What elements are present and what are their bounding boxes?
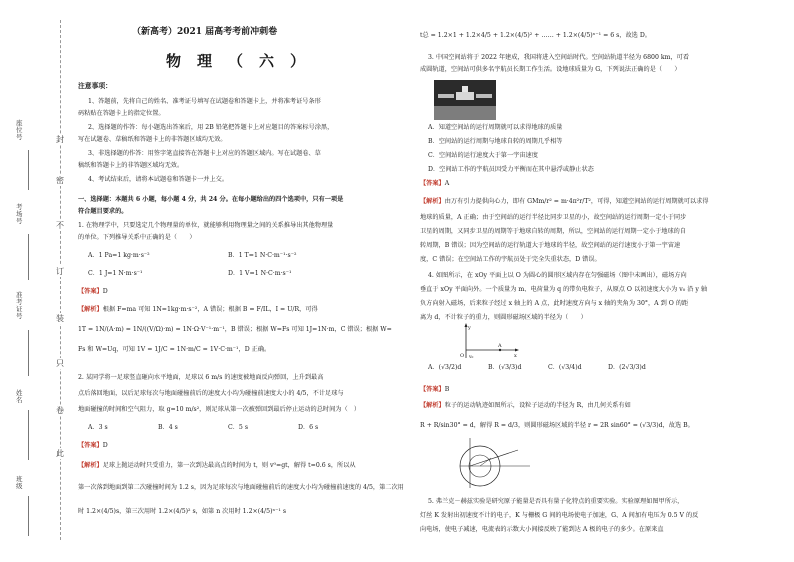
q1-stem: 1. 在物理学中，只要选定几个物理量的单位，就能够利用物理量之间的关系推导出其他物理量 xyxy=(78,222,334,229)
q2-option-b: B．4 s xyxy=(158,424,178,431)
answer-value: A xyxy=(444,180,450,187)
q3-option-c: C．空间站的运行速度大于第一宇宙速度 xyxy=(428,152,538,159)
admission-number-label: 准考证号 xyxy=(16,291,23,320)
note-line: 写在试题卷、草稿纸和答题卡上的非答题区域均无效。 xyxy=(78,136,227,143)
explanation-tag: 【解析】 xyxy=(420,198,445,205)
q4-explanation xyxy=(420,402,631,410)
q1-explanation-line: 1T = 1N/(A·m) = 1N/((V/Ω)·m) = 1N·Ω·V⁻¹·m⁻¹，B 错误；根据 W=Fs 可知 1J=1N·m，C 错误；根据 W= xyxy=(78,326,392,333)
q2-sum-formula: t总 = 1.2×1 + 1.2×4/5 + 1.2×(4/5)² + …… + 1.2×(4/5)ⁿ⁻¹ = 6 s，故选 D。 xyxy=(420,32,651,39)
binding-char: 密 xyxy=(56,176,64,185)
binding-char: 卷 xyxy=(56,406,64,415)
q2-answer xyxy=(78,442,108,450)
q4-stem: 4. 如图所示，在 xOy 平面上以 O 为圆心的圆形区域内存在匀强磁场（图中未画出），磁场方向 xyxy=(428,272,687,279)
subject-heading: 物理（六） xyxy=(166,52,322,70)
q3-explanation-line: 转周期，B 错误；因为空间站的运行轨道大于地球的半径，故空间站的运行速度小于第一宇宙速 xyxy=(420,242,681,249)
fig-x-label: x xyxy=(514,353,517,359)
q2-option-a: A．3 s xyxy=(88,424,108,431)
q1-explanation-line: Fs 和 W=Uq，可知 1V = 1J/C = 1N·m/C = 1V·C·m⁻¹，D 正确。 xyxy=(78,346,271,353)
q5-stem: 灯丝 K 发射出初速度不计的电子，K 与栅极 G 间的电场使电子加速，G、A 间加有电压为 0.5 V 的反 xyxy=(420,512,699,519)
answer-value: D xyxy=(102,288,108,295)
note-line: 3、非选择题的作答：用签字笔直接答在答题卡上对应的答题区域内。写在试题卷、草 xyxy=(88,150,321,157)
q1-option-c: C．1 J=1 N·m·s⁻¹ xyxy=(88,270,143,277)
answer-value: D xyxy=(102,442,108,449)
exam-title: （新高考）2021 届高考考前冲刺卷 xyxy=(132,27,278,37)
answer-value: B xyxy=(444,386,450,393)
q4-option-c: C．(√3/4)d xyxy=(548,364,582,371)
q4-explanation-line: R + R/sin30° = d，解得 R = d/3，则圆形磁场区域的半径 r = 2R sin60° = (√3/3)d，故选 B。 xyxy=(420,422,694,429)
q3-option-b: B．空间站的运行周期与地球自转的周期几乎相等 xyxy=(428,138,563,145)
name-field[interactable] xyxy=(28,410,29,460)
binding-char: 不 xyxy=(56,221,64,230)
section-heading: 一、选择题：本题共 6 小题，每小题 4 分，共 24 分。在每小题给出的四个选项中，只有一项是 xyxy=(78,196,344,203)
fig-v0-label: v₀ xyxy=(469,355,474,360)
q4-stem: 垂直于 xOy 平面向外。一个质量为 m、电荷量为 q 的带负电粒子，从原点 O 以初速度大小为 v₀ 沿 y 轴 xyxy=(420,286,708,293)
binding-char: 订 xyxy=(56,267,64,276)
q4-option-a: A．(√3/2)d xyxy=(428,364,462,371)
q4-option-d: D．(2√3/3)d xyxy=(608,364,646,371)
q3-explanation-line: 度，C 错误；在空间站工作的宇航员处于完全失重状态，D 错误。 xyxy=(420,256,601,263)
q1-option-d: D．1 V=1 N·C·m·s⁻¹ xyxy=(228,270,292,277)
explanation-text: 粒子的运动轨迹如图所示，设粒子运动的半径为 R，由几何关系有如 xyxy=(444,402,631,409)
space-station-photo xyxy=(434,80,496,120)
fig-point-a-label: A xyxy=(498,343,502,349)
q2-explanation-line: 第一次落到地面到第二次碰撞时间为 1.2 s，因为足球每次与地面碰撞前后的速度大小均为碰撞前速度的 4/5，第二次用 xyxy=(78,484,404,491)
binding-char: 封 xyxy=(56,135,64,144)
binding-char: 此 xyxy=(56,449,64,458)
q4-stem: 负方向射入磁场，后来粒子经过 x 轴上的 A 点，此时速度方向与 x 轴的夹角为 30°，A 到 O 的距 xyxy=(420,300,689,307)
binding-margin xyxy=(0,0,72,562)
section-heading-cont: 符合题目要求的。 xyxy=(78,208,128,215)
q4-option-b: B．(√3/3)d xyxy=(488,364,522,371)
q4-trajectory-figure xyxy=(456,436,534,492)
q1-stem: 的单位。下列推导关系中正确的是（ ） xyxy=(78,234,196,241)
answer-tag: 【答案】 xyxy=(420,386,445,393)
q1-answer xyxy=(78,288,108,296)
q2-explanation-line: 时 1.2×(4/5)s，第三次用时 1.2×(4/5)² s，如第 n 次用时 1.2×(4/5)ⁿ⁻¹ s xyxy=(78,508,287,515)
answer-tag: 【答案】 xyxy=(420,180,445,187)
exam-room-field[interactable] xyxy=(28,234,29,280)
seat-number-label: 座位号 xyxy=(16,119,23,141)
q5-stem: 向电场，使电子减速，电流表的示数大小间接反映了能到达 A 极的电子的多少。在原来直 xyxy=(420,526,664,533)
note-line: 4、考试结束后，请将本试题卷和答题卡一并上交。 xyxy=(88,176,229,183)
name-label: 姓名 xyxy=(16,389,23,404)
answer-tag: 【答案】 xyxy=(78,442,103,449)
explanation-tag: 【解析】 xyxy=(420,402,445,409)
q3-option-a: A．知道空间站的运行周期就可以求得地球的质量 xyxy=(428,124,563,131)
class-field[interactable] xyxy=(28,496,29,536)
q3-option-d: D．空间站工作的宇航员因受力平衡而在其中悬浮或静止状态 xyxy=(428,166,594,173)
binding-char: 只 xyxy=(56,359,64,368)
explanation-text: 足球上抛运动时只受重力，第一次到达最高点的时间为 t，则 v⁰=gt，解得 t=0.6 s，所以从 xyxy=(102,462,356,469)
q3-explanation-line: 地球的质量，A 正确；由于空间站的运行半径比同步卫星的小，故空间站的运行周期一定小于同步 xyxy=(420,214,687,221)
q1-option-b: B．1 T=1 N·C·m⁻¹·s⁻² xyxy=(228,252,297,259)
binding-char: 装 xyxy=(56,314,64,323)
answer-tag: 【答案】 xyxy=(78,288,103,295)
explanation-text: 根据 F=ma 可知 1N=1kg·m·s⁻²，A 错误；根据 B = F/IL，I = U/R，可得 xyxy=(102,306,318,313)
note-line: 稿纸和答题卡上的非答题区域均无效。 xyxy=(78,162,184,169)
q3-stem: 成圆轨道，空间站可供多名宇航员长期工作生活。设地球质量为 G，下列说法正确的是（ ） xyxy=(420,66,681,73)
q3-answer xyxy=(420,180,449,188)
cut-line xyxy=(60,20,61,540)
admission-number-field[interactable] xyxy=(28,330,29,376)
q2-stem: 地面碰撞的时间和空气阻力，取 g=10 m/s²，则足球从第一次被弹回到最后停止运动的总时间为（ ） xyxy=(78,406,361,413)
q1-explanation xyxy=(78,306,318,314)
q2-explanation xyxy=(78,462,356,470)
note-line: 码粘贴在答题卡上的指定位置。 xyxy=(78,110,165,117)
notes-heading: 注意事项： xyxy=(78,82,112,90)
q3-explanation xyxy=(420,198,708,206)
explanation-tag: 【解析】 xyxy=(78,306,103,313)
explanation-tag: 【解析】 xyxy=(78,462,103,469)
q2-option-d: D．6 s xyxy=(298,424,319,431)
q4-axes-figure xyxy=(460,322,520,360)
q2-stem: 点后落回地面，以后足球每次与地面碰撞前后的速度大小均为碰撞前速度大小的 4/5，不计足球与 xyxy=(78,390,344,397)
q2-stem: 2. 某同学将一足球竖直砸向水平地面，足球以 6 m/s 的速度被地面反向弹回，上升到最高 xyxy=(78,374,324,381)
q3-stem: 3. 中国空间站将于 2022 年建成，我国将进入空间站时代。空间站轨道半径为 6800 km，可看 xyxy=(428,54,690,61)
explanation-text: 由万有引力提供向心力，即有 GMm/r² = m·4π²r/T²，可得，知道空间站的运行周期就可以求得 xyxy=(444,198,709,205)
class-label: 班级 xyxy=(16,475,23,490)
exam-room-label: 考场号 xyxy=(16,203,23,225)
q2-option-c: C．5 s xyxy=(228,424,249,431)
note-line: 2、选择题的作答：每小题选出答案后，用 2B 铅笔把答题卡上对应题目的答案标号涂黑， xyxy=(88,124,334,131)
fig-y-label: y xyxy=(468,325,471,331)
q5-stem: 5. 弗兰克－赫兹实验是研究原子能量是否具有量子化特点的重要实验。实验原理如图甲所示， xyxy=(428,498,684,505)
fig-origin-label: O xyxy=(460,353,465,359)
q4-stem: 离为 d，不计粒子的重力，则圆形磁场区域的半径为（ ） xyxy=(420,314,587,321)
note-line: 1、答题前，先将自己的姓名、准考证号填写在试题卷和答题卡上，并将准考证号条形 xyxy=(88,98,321,105)
q1-option-a: A．1 Pa=1 kg·m·s⁻² xyxy=(88,252,150,259)
seat-number-field[interactable] xyxy=(28,150,29,190)
q4-answer xyxy=(420,386,449,394)
q3-explanation-line: 卫星的周期，又同步卫星的周期等于地球自转的周期，所以，空间站的运行周期一定小于地球的自 xyxy=(420,228,687,235)
